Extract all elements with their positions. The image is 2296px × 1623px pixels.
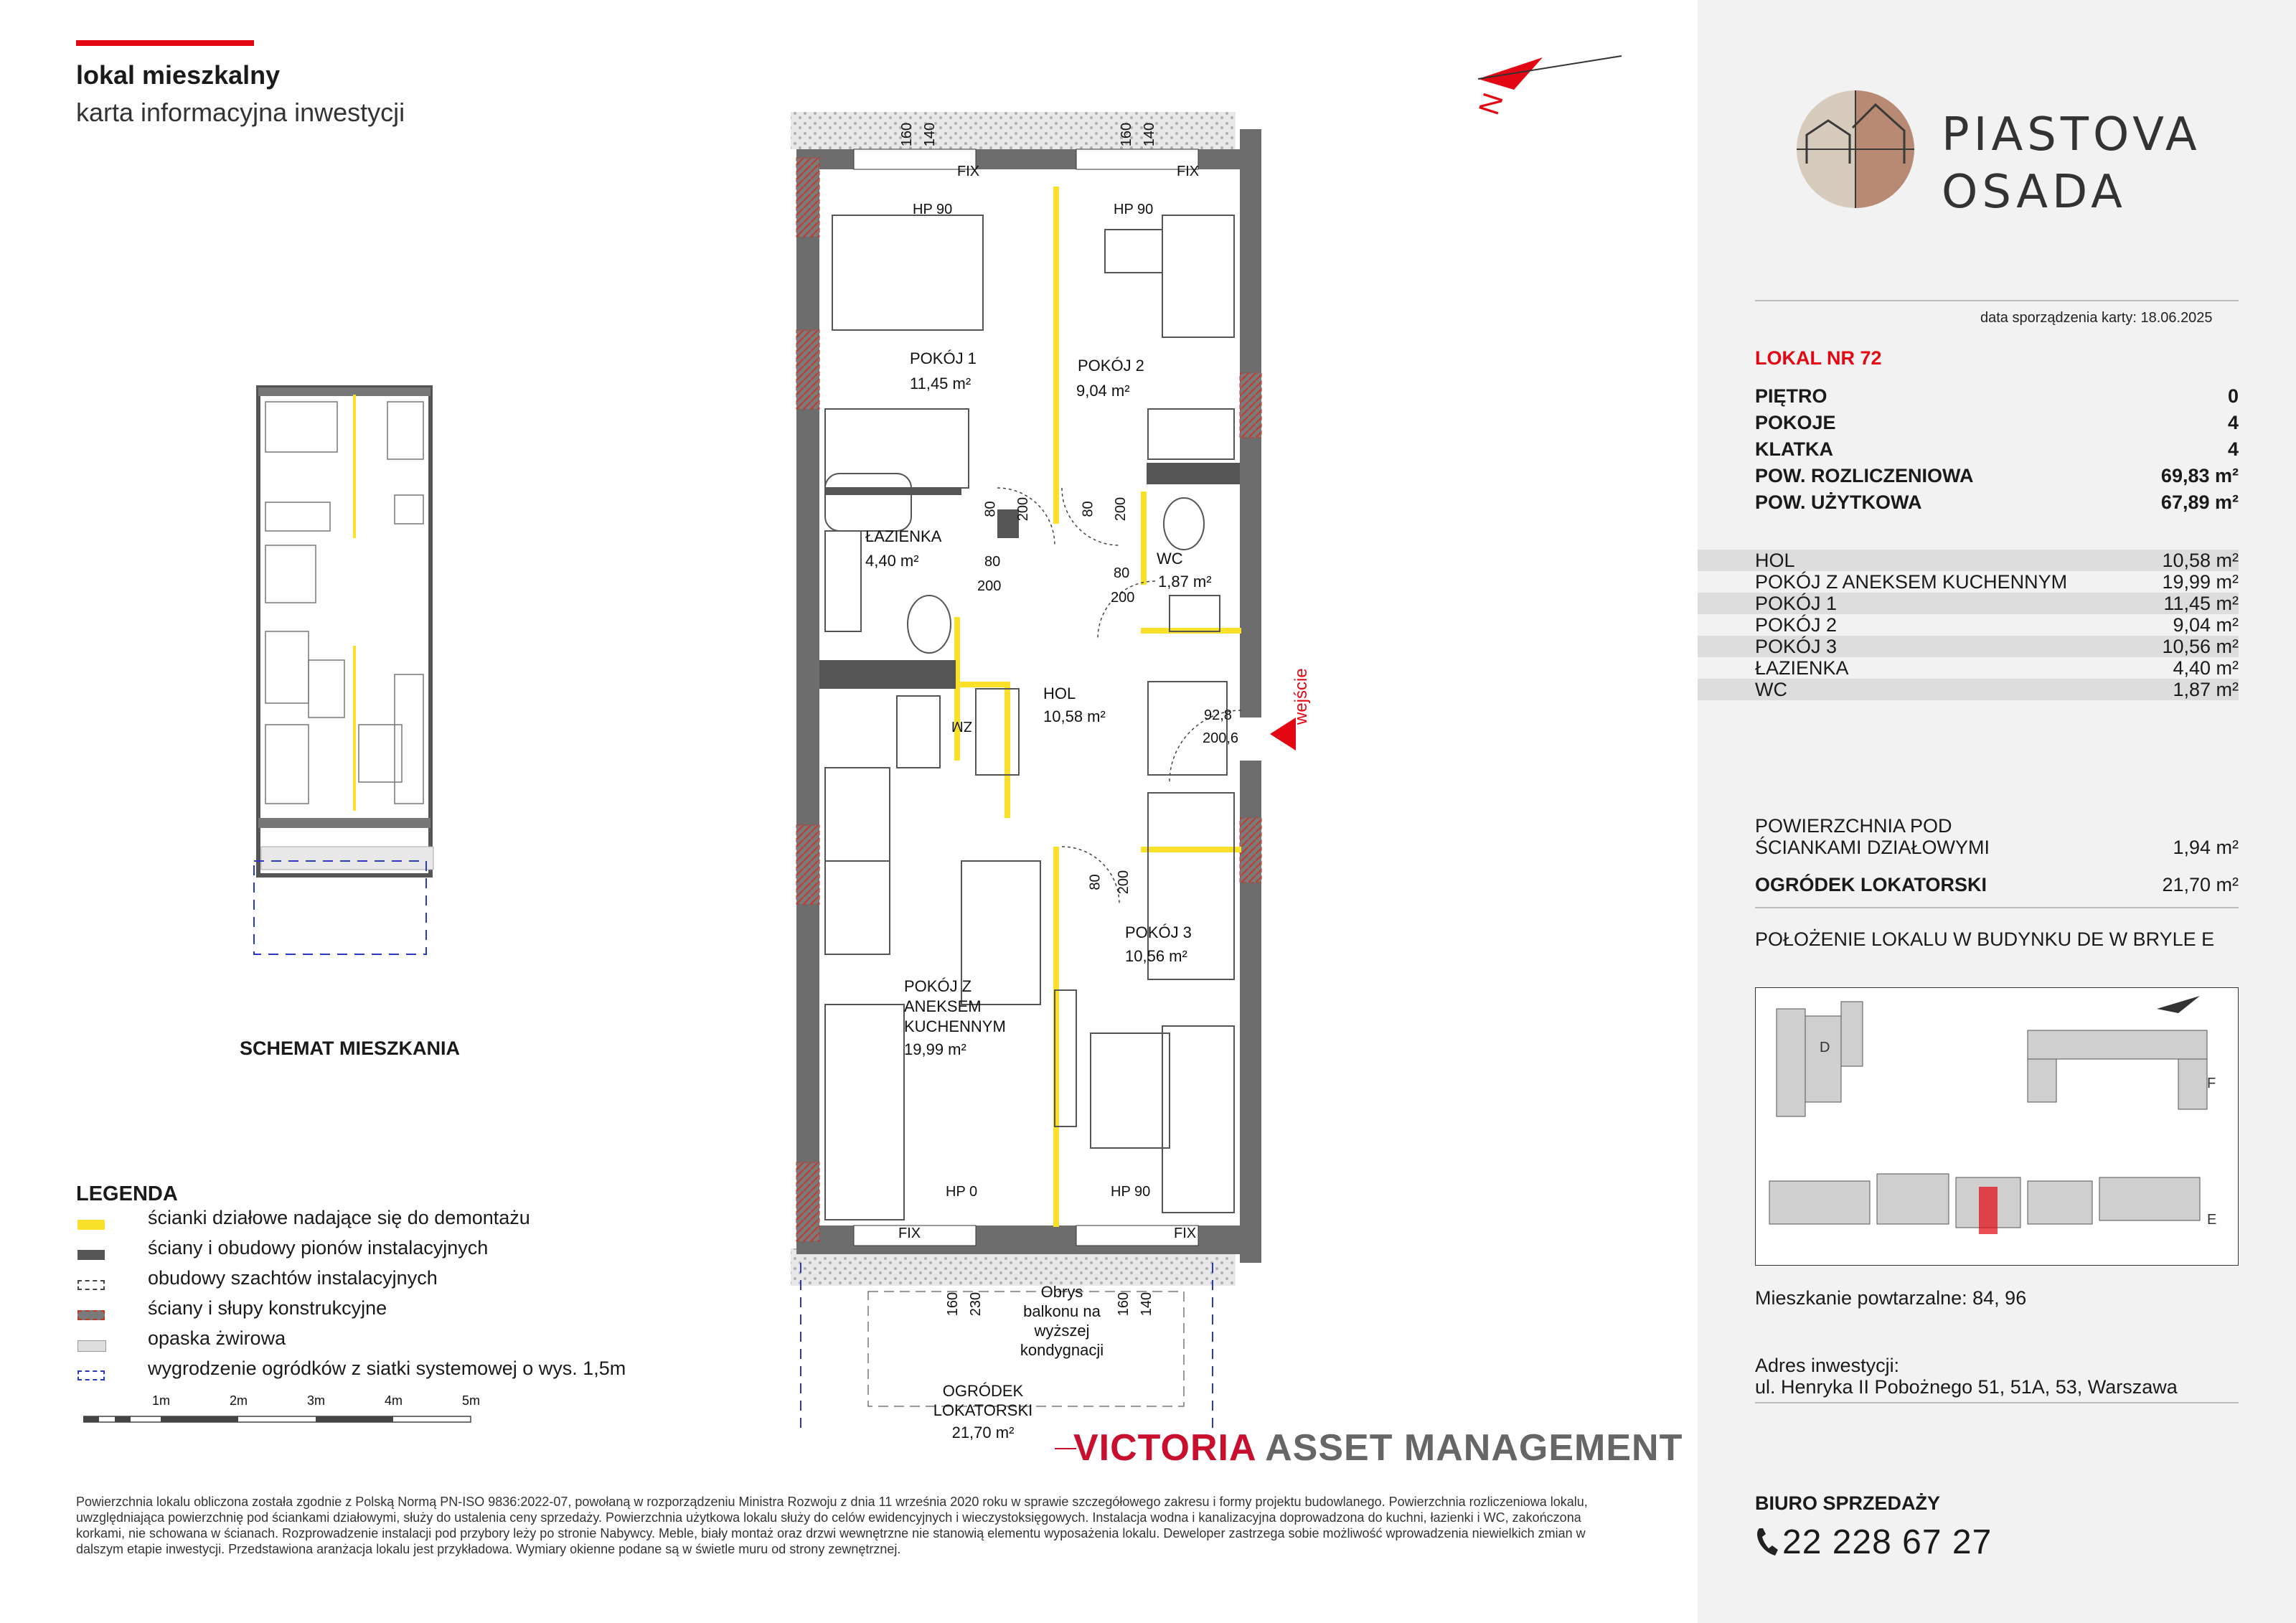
lokal-number: LOKAL NR 72 (1755, 347, 1882, 369)
summary-label: POW. ROZLICZENIOWA (1755, 465, 1974, 486)
area-row (1698, 614, 2239, 636)
phone-number[interactable]: 22 228 67 27 (1782, 1523, 1992, 1561)
area-row (1698, 657, 2239, 679)
room-name: KUCHENNYM (904, 1017, 1006, 1035)
summary-row (1755, 385, 2239, 410)
brand-line-2: OSADA (1942, 166, 2127, 219)
wardrobe (1148, 682, 1227, 775)
installation-wall (1147, 463, 1240, 484)
accent-bar (76, 40, 254, 46)
area-label: POKÓJ 2 (1755, 614, 1838, 636)
room-name: POKÓJ 3 (1125, 923, 1192, 941)
room-area: 4,40 m² (865, 552, 919, 570)
summary-row (1755, 438, 2239, 463)
summary-value: 69,83 m² (2160, 465, 2239, 486)
apartment-location-marker (1979, 1187, 1998, 1234)
legend-item: ściany i obudowy pionów instalacyjnych (148, 1237, 489, 1259)
document-subtitle: karta informacyjna inwestycji (76, 98, 405, 127)
area-label: HOL (1755, 550, 1795, 571)
toilet (908, 596, 951, 653)
window-label: HP 0 (946, 1184, 978, 1200)
summary-value: 0 (2227, 385, 2239, 407)
dimension: 160 (945, 1292, 961, 1317)
wall-left (796, 149, 819, 1254)
scale-label: 1m (152, 1393, 171, 1408)
area-value: 9,04 m² (2173, 614, 2239, 636)
dimension: 230 (968, 1292, 984, 1317)
room-area: 10,56 m² (1125, 947, 1187, 965)
installation-wall (819, 660, 956, 689)
address: ul. Henryka II Pobożnego 51, 51A, 53, Warszawa (1755, 1376, 2178, 1398)
dimension: 92,8 (1204, 707, 1232, 723)
summary-value: 4 (2227, 438, 2239, 460)
balcony-label: balkonu na (1023, 1302, 1101, 1320)
summary-row (1755, 491, 2239, 516)
room-area: 11,45 m² (910, 375, 971, 392)
site-label: E (2207, 1212, 2217, 1228)
divider (1755, 300, 2239, 301)
legend-swatch (77, 1310, 105, 1320)
dimension: 140 (1142, 122, 1158, 147)
location-text: POŁOŻENIE LOKALU W BUDYNKU DE W BRYLE E (1755, 928, 2215, 950)
dimension: 80 (984, 554, 1001, 570)
room-name: WC (1157, 550, 1183, 568)
wardrobe (1148, 409, 1234, 459)
area-value: 10,58 m² (2162, 550, 2239, 571)
bed (1162, 1026, 1234, 1213)
partition-label: ŚCIANKAMI DZIAŁOWYMI (1755, 837, 1990, 858)
cooktop (825, 768, 890, 861)
sofa (825, 1005, 904, 1220)
legend-swatch (77, 1340, 106, 1352)
area-value: 4,40 m² (2173, 657, 2239, 679)
shaft-box (976, 689, 1019, 775)
legend-swatch (77, 1280, 105, 1290)
legend-item: obudowy szachtów instalacyjnych (148, 1267, 438, 1289)
dimension: 160 (1116, 1292, 1132, 1317)
scale-label: 5m (462, 1393, 481, 1408)
legend-item: wygrodzenie ogródków z siatki systemowej o wys. 1,5m (148, 1358, 626, 1379)
fix-label: FIX (957, 164, 980, 179)
partition-label: POWIERZCHNIA POD (1755, 815, 1952, 837)
window-label: HP 90 (1111, 1184, 1151, 1200)
dimension: 200 (1111, 590, 1135, 606)
partition-demontaz (1004, 682, 1010, 818)
summary-label: POW. UŻYTKOWA (1755, 491, 1922, 513)
summary-value: 67,89 m² (2160, 491, 2239, 513)
card-date: data sporządzenia karty: 18.06.2025 (1980, 310, 2213, 326)
dimension: 80 (1080, 501, 1096, 517)
entrance-label: wejście (1292, 668, 1311, 725)
room-name: ANEKSEM (904, 997, 982, 1015)
desk (1091, 1033, 1170, 1148)
column (796, 1162, 819, 1241)
column (796, 158, 819, 237)
area-value: 10,56 m² (2162, 636, 2239, 657)
area-row (1698, 679, 2239, 700)
area-row (1698, 636, 2239, 657)
dining-table (961, 861, 1040, 1005)
document-title: lokal mieszkalny (76, 60, 281, 90)
area-label: POKÓJ 1 (1755, 593, 1838, 614)
dimension: 200 (1116, 870, 1132, 895)
dimension: 140 (922, 122, 938, 147)
area-label: ŁAZIENKA (1755, 657, 1849, 679)
apartment-schema (244, 359, 445, 976)
site-label: D (1820, 1040, 1830, 1055)
repeat-text: Mieszkanie powtarzalne: 84, 96 (1755, 1287, 2027, 1309)
summary-value: 4 (2227, 412, 2239, 433)
room-area: 1,87 m² (1158, 573, 1212, 591)
site-map (1755, 987, 2239, 1266)
site-label: F (2207, 1076, 2216, 1091)
fix-label: FIX (1174, 1226, 1197, 1241)
scale-label: 2m (230, 1393, 248, 1408)
legend-swatch (77, 1220, 105, 1230)
desk (1105, 230, 1162, 273)
legal-note: Powierzchnia lokalu obliczona została zgodnie z Polską Normą PN-ISO 9836:2022-07, powołaną w rozporządzeniu Ministra Rozwoju z dnia 11 września 2020 roku w sprawie szczegółowego zakresu i formy projektu budowlanego. Powierzchnia rozliczeniowa lokalu, uwzględniająca powierzchnię pod ściankami działowymi, służy do ustalenia ceny sprzedaży. Powierzchnia użytkowa lokalu służy do celów ewidencyjnych i wieczystoksięgowych. Instalacja wodna i kanalizacyjna doprowadzona do kuchni, łazienki i WC, zakończona korkami, nie schowana w ścianach. Rozprowadzenie instalacji pod przybory leży po stronie Nabywcy. Meble, biały montaż oraz drzwi wewnętrzne nie stanowią elementu wyposażenia lokalu. Deweloper zastrzega sobie możliwość wprowadzenia niewielkich zmian w dalszym etapie inwestycji. Przedstawiona aranżacja lokalu jest przykładowa. Wymiary okienne podane są w świetle muru od strony zewnętrznej. (76, 1495, 1588, 1556)
dimension: 200 (1015, 497, 1032, 522)
area-row (1698, 593, 2239, 614)
room-name: HOL (1043, 685, 1076, 702)
garden-label: OGRÓDEK (942, 1382, 1024, 1400)
company-name (1073, 1426, 1683, 1469)
area-row (1698, 571, 2239, 593)
gravel-strip-top (791, 112, 1236, 149)
floor-plan (782, 100, 1284, 1435)
scale-label: 3m (307, 1393, 326, 1408)
column (796, 330, 819, 409)
area-label: POKÓJ Z ANEKSEM KUCHENNYM (1755, 571, 2068, 593)
summary-label: KLATKA (1755, 438, 1833, 460)
window-label: HP 90 (1114, 202, 1154, 217)
garden-area: 21,70 m² (951, 1424, 1015, 1441)
window-label: HP 90 (913, 202, 953, 217)
dimension: 160 (899, 122, 916, 147)
area-value: 11,45 m² (2163, 593, 2239, 614)
divider (1755, 1402, 2239, 1403)
dimension: 200 (977, 578, 1002, 594)
wardrobe-zm (897, 696, 940, 768)
column (1240, 373, 1261, 438)
brand-name (1942, 106, 2201, 221)
legend-swatch (77, 1370, 105, 1380)
balcony-label: wyższej (1034, 1322, 1090, 1340)
address-label: Adres inwestycji: (1755, 1355, 1900, 1376)
garden-label: LOKATORSKI (933, 1401, 1033, 1419)
room-name: POKÓJ 2 (1078, 357, 1144, 375)
north-label: N (1473, 89, 1510, 119)
summary-label: POKOJE (1755, 412, 1836, 433)
dimension: 200 (1113, 497, 1129, 522)
balcony-label: kondygnacji (1020, 1341, 1104, 1359)
sink (1170, 596, 1220, 631)
bed (832, 215, 983, 330)
phone-icon (1755, 1527, 1779, 1557)
north-arrow-icon (1464, 36, 1629, 122)
garden-value: 21,70 m² (2162, 874, 2239, 895)
company-name-2: ASSET MANAGEMENT (1255, 1427, 1683, 1469)
fix-label: FIX (1177, 164, 1200, 179)
room-area: 10,58 m² (1043, 707, 1106, 725)
area-label: WC (1755, 679, 1787, 700)
area-row (1698, 550, 2239, 571)
legend-title: LEGENDA (76, 1182, 178, 1205)
dimension: 160 (1119, 122, 1135, 147)
installation-wall (825, 488, 961, 495)
bed (1162, 215, 1234, 337)
partition-demontaz (1053, 187, 1059, 524)
room-area: 19,99 m² (904, 1040, 966, 1058)
counter (825, 861, 890, 954)
summary-row (1755, 465, 2239, 489)
area-value: 19,99 m² (2162, 571, 2239, 593)
dimension: 80 (982, 501, 999, 517)
partition-demontaz (1141, 491, 1147, 585)
wardrobe (825, 409, 969, 488)
partition-demontaz (1141, 847, 1241, 852)
brand-logo (1791, 85, 1920, 214)
room-name: POKÓJ Z (904, 977, 972, 995)
garden-label: OGRÓDEK LOKATORSKI (1755, 874, 1987, 895)
column (796, 825, 819, 904)
zm-label: ZM (951, 718, 972, 734)
column (1240, 818, 1261, 883)
sales-label: BIURO SPRZEDAŻY (1755, 1492, 1941, 1514)
bathtub (825, 474, 911, 531)
dimension: 140 (1139, 1292, 1155, 1317)
divider (1755, 907, 2239, 908)
legend-item: ścianki działowe nadające się do demontażu (148, 1207, 530, 1228)
room-area: 9,04 m² (1076, 382, 1130, 400)
vanity (825, 531, 861, 631)
fix-label: FIX (898, 1226, 921, 1241)
dimension: 80 (1114, 565, 1130, 581)
room-name: ŁAZIENKA (865, 527, 942, 545)
scale-bar (83, 1409, 485, 1426)
partition-demontaz (960, 682, 1010, 687)
balcony-label: Obrys (1040, 1283, 1083, 1301)
toilet (1164, 498, 1204, 550)
summary-row (1755, 412, 2239, 436)
summary-label: PIĘTRO (1755, 385, 1827, 407)
scale-label: 4m (385, 1393, 403, 1408)
brand-line-1: PIASTOVA (1942, 108, 2201, 161)
schema-title: SCHEMAT MIESZKANIA (240, 1038, 460, 1059)
partition-value: 1,94 m² (2173, 837, 2239, 858)
area-label: POKÓJ 3 (1755, 636, 1838, 657)
dimension: 200,6 (1203, 730, 1239, 746)
dimension: 80 (1087, 874, 1104, 890)
legend-item: opaska żwirowa (148, 1327, 286, 1349)
legend-item: ściany i słupy konstrukcyjne (148, 1297, 387, 1319)
room-name: POKÓJ 1 (910, 349, 977, 367)
legend-swatch (77, 1250, 105, 1260)
area-value: 1,87 m² (2173, 679, 2239, 700)
company-name-1: VICTORIA (1073, 1427, 1256, 1469)
